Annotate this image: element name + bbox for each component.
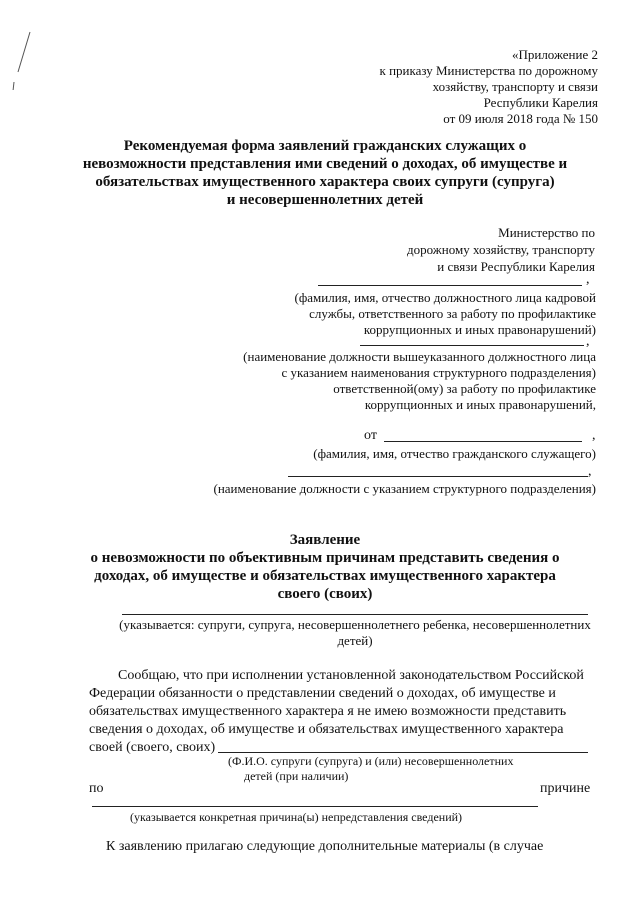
hint-line: детей (при наличии) bbox=[244, 769, 349, 783]
body-line: Сообщаю, что при исполнении установленной законодательством Российской bbox=[118, 668, 584, 683]
reason-label: причине bbox=[540, 781, 591, 796]
appendix-line: Республики Карелия bbox=[483, 95, 598, 110]
responsible-name-field[interactable] bbox=[318, 285, 582, 286]
hint-line: коррупционных и иных правонарушений, bbox=[364, 397, 596, 412]
appendix-line: от 09 июля 2018 года № 150 bbox=[443, 111, 598, 126]
comma: , bbox=[592, 428, 596, 443]
comma: , bbox=[586, 334, 590, 349]
hint-line: детей) bbox=[337, 633, 373, 648]
appendix-line: «Приложение 2 bbox=[511, 47, 598, 62]
hint-line: (фамилия, имя, отчество гражданского служащего) bbox=[313, 446, 596, 461]
hint-employee-position bbox=[176, 481, 596, 497]
addressee bbox=[295, 224, 595, 275]
addressee-line: и связи Республики Карелия bbox=[437, 259, 595, 274]
appendix-block bbox=[338, 47, 598, 127]
appendix-line: хозяйству, транспорту и связи bbox=[432, 79, 598, 94]
body-line: Федерации обязанности о представлении сведений о доходах, об имуществе и bbox=[89, 686, 556, 701]
body-line: своей (своего, своих) bbox=[89, 740, 216, 755]
relative-type-field[interactable] bbox=[122, 614, 588, 615]
relatives-fio-field[interactable] bbox=[218, 752, 588, 753]
hint-responsible-position bbox=[216, 349, 596, 413]
comma: , bbox=[588, 464, 592, 479]
responsible-position-field[interactable] bbox=[360, 345, 584, 346]
hint-line: (Ф.И.О. супруги (супруга) и (или) несовершеннолетних bbox=[228, 754, 514, 768]
comma: , bbox=[586, 272, 590, 287]
employee-position-field[interactable] bbox=[288, 476, 588, 477]
form-title-line: невозможности представления ими сведений о доходах, об имуществе и bbox=[82, 156, 568, 172]
hint-line: службы, ответственного за работу по профилактике bbox=[309, 306, 596, 321]
hint-reason: (указывается конкретная причина(ы) непредставления сведений) bbox=[130, 810, 463, 824]
hint-line: (фамилия, имя, отчество должностного лица кадровой bbox=[294, 290, 596, 305]
hint-line: коррупционных и иных правонарушений) bbox=[363, 322, 596, 337]
body-line: К заявлению прилагаю следующие дополнительные материалы (в случае bbox=[106, 839, 544, 854]
addressee-line: дорожному хозяйству, транспорту bbox=[406, 242, 595, 257]
hint-line: (указывается: супруги, супруга, несовершеннолетнего ребенка, несовершеннолетних bbox=[119, 617, 591, 632]
reason-field[interactable] bbox=[92, 806, 538, 807]
hint-relatives-fio bbox=[228, 754, 548, 784]
hint-relative-type bbox=[110, 617, 600, 649]
statement-subtitle-line: о невозможности по объективным причинам представить сведения о bbox=[90, 550, 560, 566]
form-title bbox=[70, 137, 580, 209]
po-label: по bbox=[89, 781, 104, 796]
statement-heading: Заявление bbox=[289, 532, 361, 548]
appendix-line: к приказу Министерства по дорожному bbox=[379, 63, 598, 78]
addressee-line: Министерство по bbox=[498, 225, 595, 240]
hint-responsible-name bbox=[256, 290, 596, 338]
body-line: обязательствах имущественного характера я не имею возможности представить bbox=[89, 704, 567, 719]
hint-line: с указанием наименования структурного подразделения) bbox=[281, 365, 596, 380]
statement-subtitle-line: доходах, об имуществе и обязательствах имущественного характера bbox=[94, 568, 556, 584]
hint-line: (наименование должности с указанием структурного подразделения) bbox=[213, 481, 596, 496]
form-title-line: обязательствах имущественного характера своих супруги (супруга) bbox=[95, 174, 555, 190]
employee-name-field[interactable] bbox=[384, 441, 582, 442]
hint-employee-name bbox=[256, 446, 596, 462]
margin-pen-mark bbox=[4, 30, 34, 90]
body-line: сведения о доходах, об имуществе и обязательствах имущественного характера bbox=[89, 722, 564, 737]
form-title-line: Рекомендуемая форма заявлений гражданских служащих о bbox=[123, 138, 527, 154]
statement-subtitle bbox=[50, 549, 600, 603]
form-title-line: и несовершеннолетних детей bbox=[226, 192, 424, 208]
hint-line: ответственной(ому) за работу по профилактике bbox=[333, 381, 596, 396]
from-label: от bbox=[364, 428, 377, 443]
hint-line: (наименование должности вышеуказанного должностного лица bbox=[243, 349, 596, 364]
statement-subtitle-line: своего (своих) bbox=[277, 586, 373, 602]
